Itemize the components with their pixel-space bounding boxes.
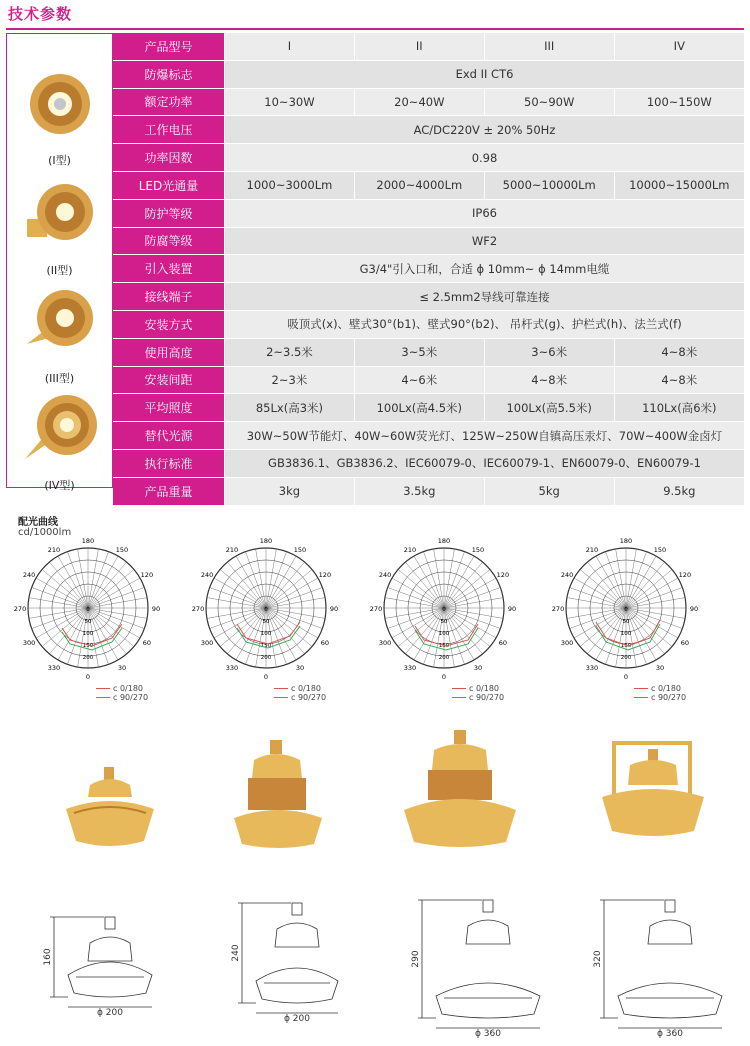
polar-angle-label: 180 <box>437 537 451 545</box>
spec-key: 执行标准 <box>113 449 225 477</box>
polar-angle-label: 180 <box>259 537 273 545</box>
legend-swatch <box>96 697 110 698</box>
lamp-label: (I型) <box>48 154 71 167</box>
legend-entry <box>634 684 686 693</box>
spec-value: 100Lx(高4.5米) <box>354 394 484 422</box>
spec-value: Exd II CT6 <box>225 60 745 88</box>
dimension-drawing <box>590 890 730 1038</box>
spec-value: 3~5米 <box>354 338 484 366</box>
polar-radial-label: 0 <box>86 607 90 613</box>
spec-key: LED光通量 <box>113 171 225 199</box>
polar-angle-label: 300 <box>22 639 36 647</box>
polar-radial-label: 100 <box>620 631 632 637</box>
polar-angle-label: 0 <box>623 673 629 681</box>
polar-angle-label: 120 <box>496 571 510 579</box>
spec-row <box>113 283 744 311</box>
spec-value: 10~30W <box>225 88 355 116</box>
polar-diagram <box>369 537 517 705</box>
spec-value: WF2 <box>225 227 745 255</box>
polar-angle-label: 60 <box>498 639 508 647</box>
diameter-dimension: ϕ 360 <box>475 1029 501 1039</box>
spec-value: 2~3米 <box>225 366 355 394</box>
lamp-label: (IV型) <box>44 479 75 492</box>
legend-swatch <box>274 688 288 689</box>
spec-row <box>113 144 744 172</box>
legend-entry <box>96 684 148 693</box>
lamp-type-2 <box>7 174 112 284</box>
height-dimension: 240 <box>231 944 241 962</box>
legend-label: c 0/180 <box>113 684 143 693</box>
polar-angle-label: 330 <box>585 663 599 672</box>
spec-key: 引入装置 <box>113 255 225 283</box>
spec-value: IP66 <box>225 199 745 227</box>
spec-value: IV <box>614 33 744 60</box>
polar-radial-label: 0 <box>442 607 446 613</box>
polar-angle-label: 0 <box>85 673 91 681</box>
legend-swatch <box>634 688 648 689</box>
polar-angle-label: 300 <box>560 639 574 647</box>
polar-radial-label: 50 <box>622 619 630 625</box>
polar-radial-label: 150 <box>620 643 632 649</box>
height-dimension: 160 <box>43 948 53 966</box>
polar-angle-label: 330 <box>403 663 417 672</box>
spec-value: 4~6米 <box>354 366 484 394</box>
legend-entry <box>274 684 326 693</box>
polar-angle-label: 210 <box>47 546 61 555</box>
polar-angle-label: 270 <box>369 605 383 613</box>
diameter-dimension: ϕ 360 <box>657 1029 683 1039</box>
spec-key: 平均照度 <box>113 394 225 422</box>
spec-value: 吸顶式(x)、壁式30°(b1)、壁式90°(b2)、 吊杆式(g)、护栏式(h)、法兰式(f) <box>225 310 745 338</box>
polar-radial-label: 50 <box>262 619 270 625</box>
spec-value: 4~8米 <box>614 338 744 366</box>
spec-key: 安装间距 <box>113 366 225 394</box>
spec-value: 3~6米 <box>484 338 614 366</box>
polar-angle-label: 30 <box>655 663 665 672</box>
lamp-type-4 <box>7 389 112 499</box>
polar-radial-label: 100 <box>260 631 272 637</box>
spec-value: AC/DC220V ± 20% 50Hz <box>225 116 745 144</box>
legend-swatch <box>452 697 466 698</box>
spec-key: 接线端子 <box>113 283 225 311</box>
legend-label: c 0/180 <box>651 684 681 693</box>
spec-value: 100Lx(高5.5米) <box>484 394 614 422</box>
polar-radial-label: 100 <box>82 631 94 637</box>
spec-value: II <box>354 33 484 60</box>
spec-value: 2000~4000Lm <box>354 171 484 199</box>
polar-angle-label: 330 <box>225 663 239 672</box>
spec-row <box>113 366 744 394</box>
polar-angle-label: 30 <box>473 663 483 672</box>
polar-radial-label: 50 <box>440 619 448 625</box>
spec-value: 1000~3000Lm <box>225 171 355 199</box>
legend-entry <box>634 693 686 702</box>
spec-key: 额定功率 <box>113 88 225 116</box>
spec-value: GB3836.1、GB3836.2、IEC60079-0、IEC60079-1、EN60079-0、EN60079-1 <box>225 449 745 477</box>
legend-label: c 90/270 <box>291 693 327 702</box>
spec-row <box>113 88 744 116</box>
polar-legend <box>274 684 326 702</box>
polar-diagram <box>551 537 699 705</box>
dimension-drawing <box>228 895 346 1023</box>
diameter-dimension: ϕ 200 <box>284 1014 310 1024</box>
spec-value: 3.5kg <box>354 477 484 505</box>
polar-angle-label: 210 <box>225 546 239 555</box>
polar-radial-label: 200 <box>620 655 632 661</box>
spec-value: 3kg <box>225 477 355 505</box>
lamp-photo <box>25 64 95 144</box>
legend-label: c 0/180 <box>469 684 499 693</box>
polar-angle-label: 270 <box>551 605 565 613</box>
spec-row <box>113 394 744 422</box>
legend-swatch <box>274 697 288 698</box>
legend-label: c 90/270 <box>469 693 505 702</box>
spec-row <box>113 227 744 255</box>
spec-table <box>113 33 744 506</box>
polar-radial-label: 0 <box>624 607 628 613</box>
polar-angle-label: 240 <box>378 571 392 579</box>
spec-value: III <box>484 33 614 60</box>
legend-label: c 90/270 <box>651 693 687 702</box>
spec-row <box>113 422 744 450</box>
polar-radial-label: 150 <box>82 643 94 649</box>
polar-angle-label: 150 <box>471 546 485 555</box>
polar-angle-label: 240 <box>200 571 214 579</box>
spec-key: 工作电压 <box>113 116 225 144</box>
section-title: 技术参数 <box>8 5 73 23</box>
polar-angle-label: 90 <box>507 605 517 613</box>
polar-angle-label: 210 <box>403 546 417 555</box>
legend-swatch <box>634 697 648 698</box>
height-dimension: 290 <box>411 950 421 968</box>
spec-key: 安装方式 <box>113 310 225 338</box>
spec-value: 100~150W <box>614 88 744 116</box>
legend-entry <box>452 684 504 693</box>
lamp-label: (II型) <box>46 264 73 277</box>
polar-angle-label: 0 <box>441 673 447 681</box>
polar-legend <box>452 684 504 702</box>
polar-angle-label: 150 <box>653 546 667 555</box>
spec-key: 使用高度 <box>113 338 225 366</box>
polar-radial-label: 200 <box>260 655 272 661</box>
polar-angle-label: 180 <box>619 537 633 545</box>
spec-key: 产品型号 <box>113 33 225 60</box>
polar-angle-label: 210 <box>585 546 599 555</box>
polar-radial-label: 100 <box>438 631 450 637</box>
spec-key: 产品重量 <box>113 477 225 505</box>
spec-value: 5kg <box>484 477 614 505</box>
legend-entry <box>274 693 326 702</box>
spec-row <box>113 33 744 60</box>
spec-value: 5000~10000Lm <box>484 171 614 199</box>
polar-angle-label: 270 <box>191 605 205 613</box>
legend-entry <box>452 693 504 702</box>
lamp-image-column <box>6 33 113 492</box>
polar-angle-label: 150 <box>293 546 307 555</box>
spec-row <box>113 199 744 227</box>
spec-row <box>113 338 744 366</box>
lamp-photo <box>25 174 95 254</box>
spec-row <box>113 60 744 88</box>
polar-unit: cd/1000lm <box>18 527 72 538</box>
spec-row <box>113 255 744 283</box>
lamp-type-3 <box>7 282 112 392</box>
spec-value: I <box>225 33 355 60</box>
spec-key: 防腐等级 <box>113 227 225 255</box>
dimension-drawing <box>40 905 160 1017</box>
polar-angle-label: 90 <box>151 605 161 613</box>
polar-angle-label: 30 <box>295 663 305 672</box>
polar-angle-label: 180 <box>81 537 95 545</box>
polar-legend <box>634 684 686 702</box>
spec-value: G3/4"引入口和，合适 ϕ 10mm~ ϕ 14mm电缆 <box>225 255 745 283</box>
polar-radial-label: 200 <box>438 655 450 661</box>
spec-row <box>113 116 744 144</box>
spec-row <box>113 171 744 199</box>
spec-value: 4~8米 <box>484 366 614 394</box>
polar-radial-label: 0 <box>264 607 268 613</box>
spec-value: 2~3.5米 <box>225 338 355 366</box>
polar-angle-label: 300 <box>200 639 214 647</box>
lamp-label: (III型) <box>44 372 75 385</box>
lamp-photo-2 <box>228 738 328 857</box>
polar-angle-label: 60 <box>320 639 330 647</box>
spec-value: 10000~15000Lm <box>614 171 744 199</box>
polar-angle-label: 60 <box>680 639 690 647</box>
legend-label: c 90/270 <box>113 693 149 702</box>
spec-key: 替代光源 <box>113 422 225 450</box>
title-underline <box>6 28 744 30</box>
spec-value: 85Lx(高3米) <box>225 394 355 422</box>
polar-angle-label: 270 <box>13 605 27 613</box>
lamp-photo <box>25 389 95 469</box>
polar-radial-label: 200 <box>82 655 94 661</box>
spec-key: 防爆标志 <box>113 60 225 88</box>
polar-angle-label: 90 <box>689 605 699 613</box>
height-dimension: 320 <box>593 950 603 968</box>
lamp-photo <box>25 282 95 362</box>
polar-title: 配光曲线 <box>18 517 58 528</box>
polar-angle-label: 120 <box>140 571 154 579</box>
dimension-drawing <box>408 890 548 1038</box>
polar-angle-label: 120 <box>318 571 332 579</box>
lamp-photo-1 <box>60 765 160 859</box>
spec-value: 110Lx(高6米) <box>614 394 744 422</box>
legend-swatch <box>96 688 110 689</box>
polar-angle-label: 90 <box>329 605 339 613</box>
polar-angle-label: 0 <box>263 673 269 681</box>
polar-diagram <box>191 537 339 705</box>
legend-label: c 0/180 <box>291 684 321 693</box>
polar-legend <box>96 684 148 702</box>
polar-angle-label: 330 <box>47 663 61 672</box>
spec-row <box>113 477 744 505</box>
legend-entry <box>96 693 148 702</box>
legend-swatch <box>452 688 466 689</box>
polar-angle-label: 300 <box>378 639 392 647</box>
lamp-photo-3 <box>400 728 520 857</box>
spec-value: 9.5kg <box>614 477 744 505</box>
polar-angle-label: 150 <box>115 546 129 555</box>
spec-value: 20~40W <box>354 88 484 116</box>
polar-angle-label: 30 <box>117 663 127 672</box>
polar-angle-label: 60 <box>142 639 152 647</box>
spec-row <box>113 449 744 477</box>
polar-diagram <box>13 537 161 705</box>
spec-value: 50~90W <box>484 88 614 116</box>
polar-radial-label: 150 <box>260 643 272 649</box>
spec-value: 0.98 <box>225 144 745 172</box>
spec-key: 功率因数 <box>113 144 225 172</box>
polar-angle-label: 240 <box>22 571 36 579</box>
polar-angle-label: 240 <box>560 571 574 579</box>
spec-row <box>113 310 744 338</box>
polar-radial-label: 50 <box>84 619 92 625</box>
spec-key: 防护等级 <box>113 199 225 227</box>
polar-radial-label: 150 <box>438 643 450 649</box>
spec-value: 30W~50W节能灯、40W~60W荧光灯、125W~250W自镇高压汞灯、70W~400W金卤灯 <box>225 422 745 450</box>
polar-angle-label: 120 <box>678 571 692 579</box>
spec-value: ≤ 2.5mm2导线可靠连接 <box>225 283 745 311</box>
lamp-photo-4 <box>598 735 708 849</box>
lamp-type-1 <box>7 64 112 174</box>
diameter-dimension: ϕ 200 <box>97 1008 123 1018</box>
spec-value: 4~8米 <box>614 366 744 394</box>
